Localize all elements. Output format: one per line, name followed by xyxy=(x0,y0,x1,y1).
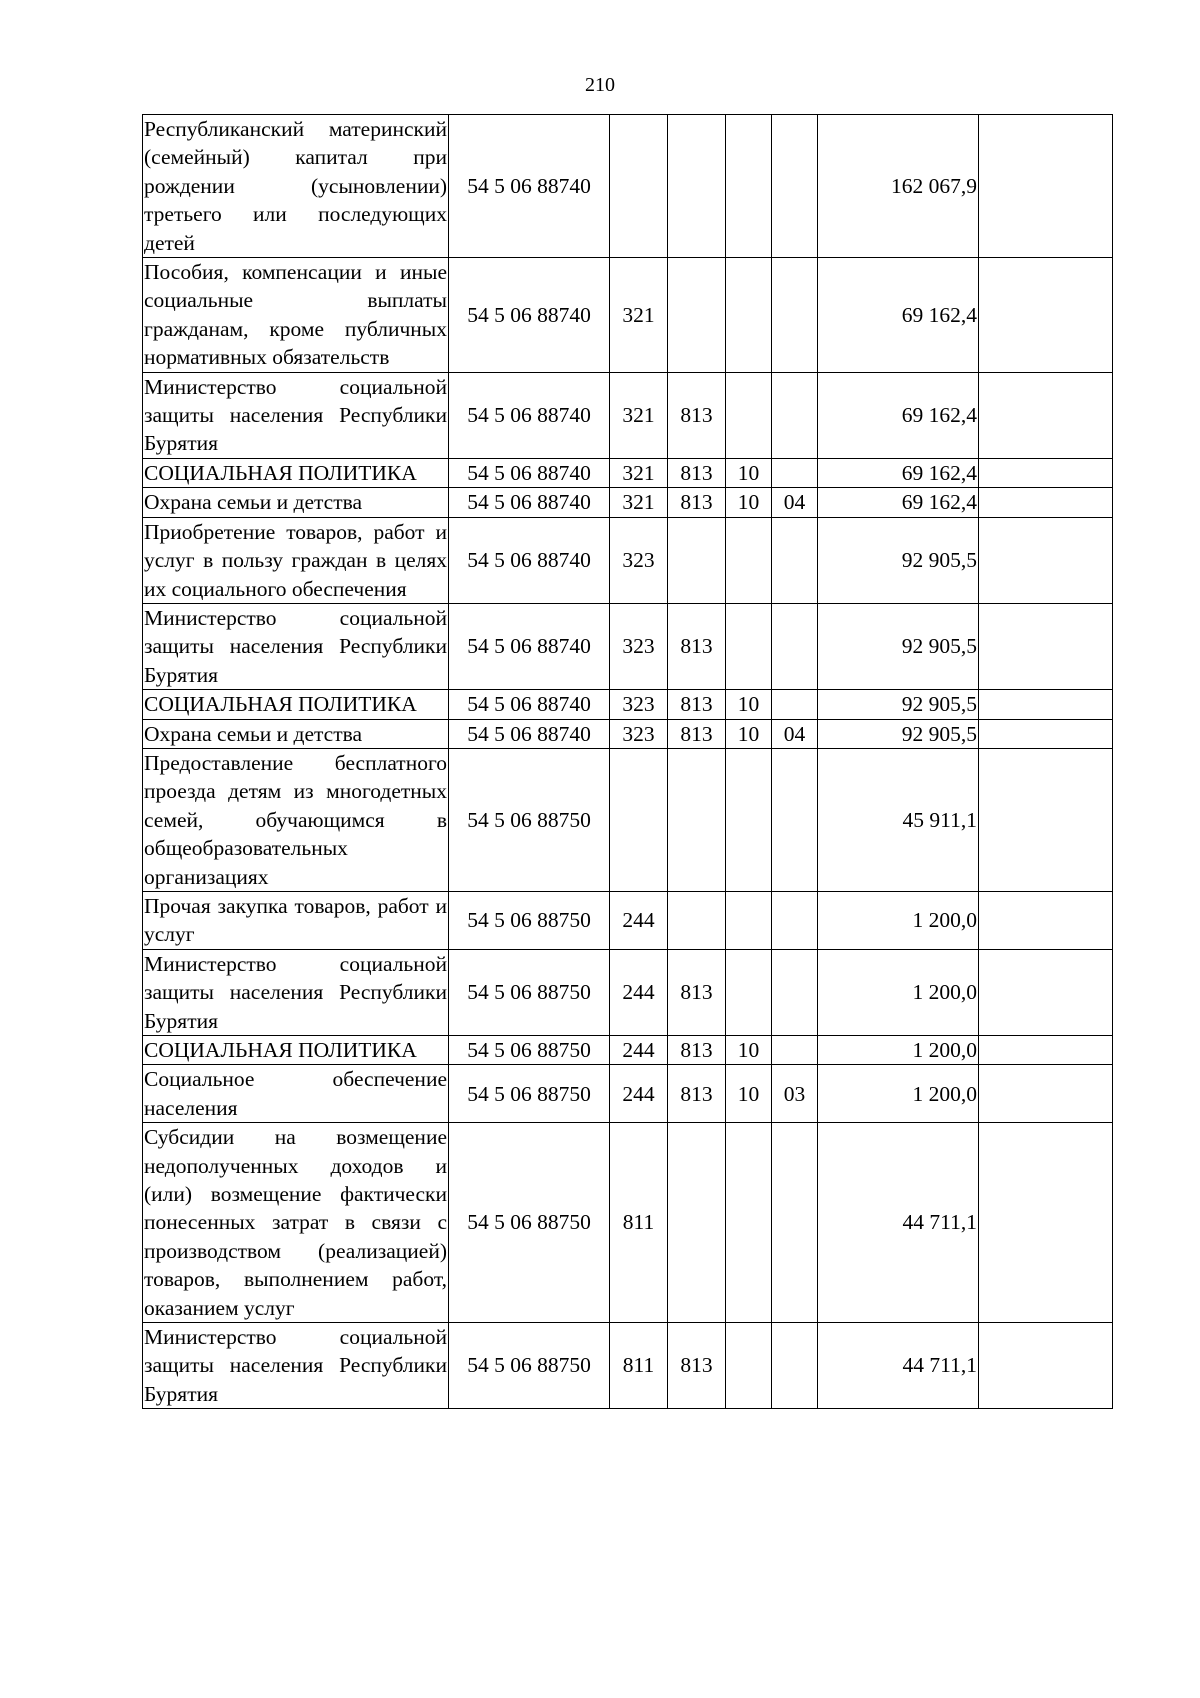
table-row xyxy=(143,115,1113,258)
row-name: Предоставление бесплатного проезда детям из многодетных семей, обучающимся в общеобразовательных организациях xyxy=(143,748,449,891)
table-row xyxy=(143,372,1113,458)
row-empty-cell xyxy=(979,1323,1113,1409)
row-expense-type xyxy=(610,748,668,891)
row-empty-cell xyxy=(979,748,1113,891)
row-ministry-code: 813 xyxy=(668,372,726,458)
table-row xyxy=(143,690,1113,719)
row-expense-type: 244 xyxy=(610,891,668,949)
row-target-article: 54 5 06 88740 xyxy=(449,372,610,458)
row-ministry-code: 813 xyxy=(668,1065,726,1123)
row-expense-type: 321 xyxy=(610,488,668,517)
row-target-article: 54 5 06 88750 xyxy=(449,891,610,949)
row-ministry-code xyxy=(668,891,726,949)
row-expense-type: 244 xyxy=(610,1036,668,1065)
row-ministry-code xyxy=(668,517,726,603)
row-name: Охрана семьи и детства xyxy=(143,719,449,748)
row-name: Прочая закупка товаров, работ и услуг xyxy=(143,891,449,949)
row-target-article: 54 5 06 88740 xyxy=(449,115,610,258)
row-subsection xyxy=(772,372,818,458)
row-subsection xyxy=(772,949,818,1035)
row-section xyxy=(726,115,772,258)
row-ministry-code: 813 xyxy=(668,949,726,1035)
row-empty-cell xyxy=(979,690,1113,719)
row-target-article: 54 5 06 88740 xyxy=(449,690,610,719)
row-empty-cell xyxy=(979,488,1113,517)
row-amount: 44 711,1 xyxy=(818,1323,979,1409)
table-row xyxy=(143,1065,1113,1123)
row-name: СОЦИАЛЬНАЯ ПОЛИТИКА xyxy=(143,1036,449,1065)
row-amount: 162 067,9 xyxy=(818,115,979,258)
row-expense-type: 321 xyxy=(610,458,668,487)
row-subsection xyxy=(772,690,818,719)
table-row xyxy=(143,603,1113,689)
row-name: Охрана семьи и детства xyxy=(143,488,449,517)
row-ministry-code xyxy=(668,748,726,891)
row-amount: 69 162,4 xyxy=(818,488,979,517)
table-row xyxy=(143,949,1113,1035)
row-section: 10 xyxy=(726,458,772,487)
row-amount: 92 905,5 xyxy=(818,603,979,689)
row-empty-cell xyxy=(979,517,1113,603)
row-subsection xyxy=(772,258,818,373)
row-expense-type: 244 xyxy=(610,1065,668,1123)
row-ministry-code xyxy=(668,1123,726,1323)
row-subsection xyxy=(772,603,818,689)
row-section xyxy=(726,891,772,949)
row-empty-cell xyxy=(979,258,1113,373)
row-ministry-code xyxy=(668,115,726,258)
row-ministry-code: 813 xyxy=(668,603,726,689)
row-subsection: 04 xyxy=(772,719,818,748)
row-target-article: 54 5 06 88750 xyxy=(449,1323,610,1409)
row-section: 10 xyxy=(726,488,772,517)
row-expense-type xyxy=(610,115,668,258)
row-expense-type: 811 xyxy=(610,1123,668,1323)
row-target-article: 54 5 06 88740 xyxy=(449,517,610,603)
row-name: СОЦИАЛЬНАЯ ПОЛИТИКА xyxy=(143,458,449,487)
row-name: СОЦИАЛЬНАЯ ПОЛИТИКА xyxy=(143,690,449,719)
row-amount: 45 911,1 xyxy=(818,748,979,891)
row-subsection xyxy=(772,458,818,487)
row-empty-cell xyxy=(979,1036,1113,1065)
row-amount: 92 905,5 xyxy=(818,719,979,748)
row-amount: 44 711,1 xyxy=(818,1123,979,1323)
row-expense-type: 321 xyxy=(610,258,668,373)
row-amount: 1 200,0 xyxy=(818,891,979,949)
row-empty-cell xyxy=(979,372,1113,458)
row-section xyxy=(726,372,772,458)
row-section: 10 xyxy=(726,690,772,719)
row-name: Пособия, компенсации и иные социальные выплаты гражданам, кроме публичных нормативных обязательств xyxy=(143,258,449,373)
row-section xyxy=(726,949,772,1035)
row-section xyxy=(726,603,772,689)
row-target-article: 54 5 06 88750 xyxy=(449,1065,610,1123)
row-target-article: 54 5 06 88740 xyxy=(449,458,610,487)
row-subsection xyxy=(772,115,818,258)
row-ministry-code: 813 xyxy=(668,1036,726,1065)
row-name: Приобретение товаров, работ и услуг в пользу граждан в целях их социального обеспечения xyxy=(143,517,449,603)
row-ministry-code xyxy=(668,258,726,373)
row-expense-type: 321 xyxy=(610,372,668,458)
row-ministry-code: 813 xyxy=(668,488,726,517)
table-row xyxy=(143,258,1113,373)
row-target-article: 54 5 06 88750 xyxy=(449,1036,610,1065)
page-number: 210 xyxy=(585,74,615,96)
row-target-article: 54 5 06 88740 xyxy=(449,488,610,517)
row-expense-type: 811 xyxy=(610,1323,668,1409)
row-target-article: 54 5 06 88740 xyxy=(449,603,610,689)
row-name: Социальное обеспечение населения xyxy=(143,1065,449,1123)
table-row xyxy=(143,1123,1113,1323)
row-target-article: 54 5 06 88740 xyxy=(449,258,610,373)
row-ministry-code: 813 xyxy=(668,719,726,748)
row-name: Республиканский материнский (семейный) капитал при рождении (усыновлении) третьего или последующих детей xyxy=(143,115,449,258)
row-expense-type: 323 xyxy=(610,603,668,689)
row-target-article: 54 5 06 88740 xyxy=(449,719,610,748)
table-row xyxy=(143,517,1113,603)
row-empty-cell xyxy=(979,891,1113,949)
row-empty-cell xyxy=(979,1065,1113,1123)
row-amount: 92 905,5 xyxy=(818,517,979,603)
row-amount: 1 200,0 xyxy=(818,949,979,1035)
row-name: Субсидии на возмещение недополученных доходов и (или) возмещение фактически понесенных затрат в связи с производством (реализацией) товаров, выполнением работ, оказанием услуг xyxy=(143,1123,449,1323)
row-empty-cell xyxy=(979,949,1113,1035)
row-name: Министерство социальной защиты населения Республики Бурятия xyxy=(143,1323,449,1409)
row-section xyxy=(726,258,772,373)
row-section xyxy=(726,748,772,891)
budget-table xyxy=(142,114,1113,1409)
table-row xyxy=(143,1036,1113,1065)
row-name: Министерство социальной защиты населения Республики Бурятия xyxy=(143,372,449,458)
row-name: Министерство социальной защиты населения Республики Бурятия xyxy=(143,603,449,689)
row-target-article: 54 5 06 88750 xyxy=(449,949,610,1035)
row-subsection xyxy=(772,1323,818,1409)
row-section xyxy=(726,1323,772,1409)
row-section xyxy=(726,1123,772,1323)
row-section: 10 xyxy=(726,1065,772,1123)
row-empty-cell xyxy=(979,115,1113,258)
row-subsection xyxy=(772,891,818,949)
row-subsection xyxy=(772,1123,818,1323)
row-expense-type: 323 xyxy=(610,517,668,603)
row-ministry-code: 813 xyxy=(668,1323,726,1409)
row-empty-cell xyxy=(979,603,1113,689)
row-expense-type: 323 xyxy=(610,719,668,748)
table-row xyxy=(143,891,1113,949)
row-empty-cell xyxy=(979,458,1113,487)
table-row xyxy=(143,488,1113,517)
row-amount: 1 200,0 xyxy=(818,1036,979,1065)
row-subsection xyxy=(772,1036,818,1065)
row-name: Министерство социальной защиты населения Республики Бурятия xyxy=(143,949,449,1035)
row-section: 10 xyxy=(726,719,772,748)
row-amount: 69 162,4 xyxy=(818,458,979,487)
row-target-article: 54 5 06 88750 xyxy=(449,1123,610,1323)
row-target-article: 54 5 06 88750 xyxy=(449,748,610,891)
row-ministry-code: 813 xyxy=(668,458,726,487)
row-section xyxy=(726,517,772,603)
row-subsection: 03 xyxy=(772,1065,818,1123)
table-row xyxy=(143,1323,1113,1409)
table-row xyxy=(143,458,1113,487)
row-subsection: 04 xyxy=(772,488,818,517)
row-expense-type: 323 xyxy=(610,690,668,719)
row-expense-type: 244 xyxy=(610,949,668,1035)
table-row xyxy=(143,719,1113,748)
row-section: 10 xyxy=(726,1036,772,1065)
table-row xyxy=(143,748,1113,891)
row-empty-cell xyxy=(979,1123,1113,1323)
row-amount: 69 162,4 xyxy=(818,258,979,373)
row-ministry-code: 813 xyxy=(668,690,726,719)
row-subsection xyxy=(772,517,818,603)
row-amount: 69 162,4 xyxy=(818,372,979,458)
row-subsection xyxy=(772,748,818,891)
row-amount: 1 200,0 xyxy=(818,1065,979,1123)
row-empty-cell xyxy=(979,719,1113,748)
row-amount: 92 905,5 xyxy=(818,690,979,719)
